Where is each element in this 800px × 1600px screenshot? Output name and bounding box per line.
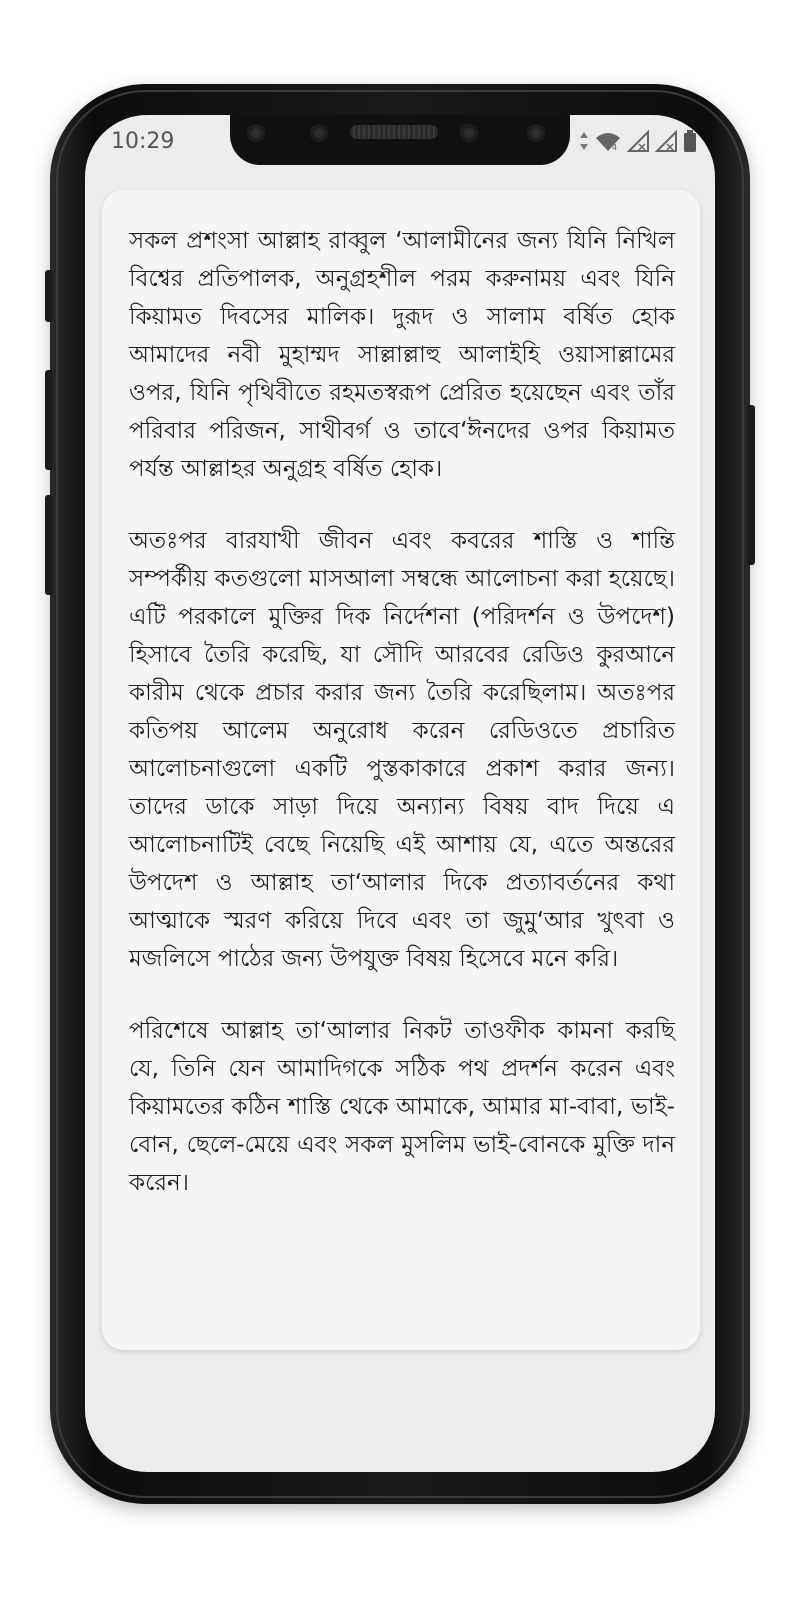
status-icons: [579, 129, 697, 153]
front-camera-2-icon: [460, 124, 478, 142]
article-paragraph-2: অতঃপর বারযাখী জীবন এবং কবরের শাস্তি ও শান্তি সম্পর্কীয় কতগুলো মাসআলা সম্বন্ধে আলোচনা করা হয়েছে। এটি পরকালে মুক্তির দিক নির্দেশনা (পরিদর্শন ও উপদেশ) হিসাবে তৈরি করেছি, যা সৌদি আরবের রেডিও কুরআনে কারীম থেকে প্রচার করার জন্য তৈরি করেছিলাম। অতঃপর কতিপয় আলেম অনুরোধ করেন রেডিওতে প্রচারিত আলোচনাগুলো একটি পুস্তকাকারে প্রকাশ করার জন্য। তাদের ডাকে সাড়া দিয়ে অন্যান্য বিষয় বাদ দিয়ে এ আলোচনাটিই বেছে নিয়েছি এই আশায় যে, এতে অন্তরের উপদেশ ও আল্লাহ তা‘আলার দিকে প্রত্যাবর্তনের কথা আত্মাকে স্মরণ করিয়ে দিবে এবং তা জুমু‘আর খুৎবা ও মজলিসে পাঠের জন্য উপযুক্ত বিষয় হিসেবে মনে করি।: [129, 528, 675, 972]
phone-screen: [85, 115, 715, 1472]
front-camera-icon: [310, 124, 328, 142]
article-paragraph-3: পরিশেষে আল্লাহ তা‘আলার নিকট তাওফীক কামনা করছি যে, তিনি যেন আমাদিগকে সঠিক পথ প্রদর্শন করেন এবং কিয়ামতের কঠিন শাস্তি থেকে আমাকে, আমার মা-বাবা, ভাই-বোন, ছেলে-মেয়ে এবং সকল মুসলিম ভাই-বোনকে মুক্তি দান করেন।: [129, 1018, 675, 1196]
proximity-sensor-icon: [527, 124, 545, 142]
power-button: [747, 405, 755, 565]
camera-notch: [230, 115, 570, 165]
signal-icon: [627, 130, 649, 152]
signal-icon: [655, 130, 677, 152]
wifi-icon: [595, 130, 621, 152]
sensor-icon: [247, 124, 265, 142]
status-time: 10:29: [111, 129, 175, 154]
volume-up-button: [45, 270, 53, 322]
volume-down-button: [45, 370, 53, 470]
battery-icon: [683, 129, 697, 153]
bixby-button: [45, 495, 53, 595]
article-card: [102, 190, 700, 1350]
svg-text:4: 4: [612, 143, 618, 152]
article-body: [129, 222, 675, 1236]
article-paragraph-1: সকল প্রশংসা আল্লাহ রাব্বুল ‘আলামীনের জন্য যিনি নিখিল বিশ্বের প্রতিপালক, অনুগ্রহশীল পরম করুনাময় এবং যিনি কিয়ামত দিবসের মালিক। দুরূদ ও সালাম বর্ষিত হোক আমাদের নবী মুহাম্মদ সাল্লাল্লাহু আলাইহি ওয়াসাল্লামের ওপর, যিনি পৃথিবীতে রহমতস্বরূপ প্রেরিত হয়েছেন এবং তাঁর পরিবার পরিজন, সাথীবর্গ ও তাবে‘ঈনদের ওপর কিয়ামত পর্যন্ত আল্লাহর অনুগ্রহ বর্ষিত হোক।: [129, 228, 675, 482]
data-arrows-icon: [579, 130, 589, 152]
earpiece-speaker: [350, 125, 438, 139]
